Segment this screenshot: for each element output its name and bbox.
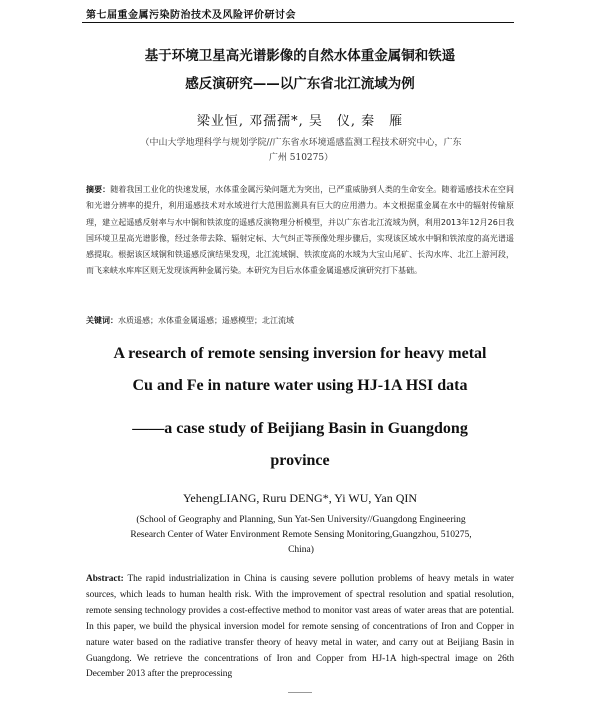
en-abstract-text: The rapid industrialization in China is causing severe pollution problems of heavy metals in water sources, which leads to human health risk. With the improvement of spectral resolution and spatial resolution, remote sensing technology provides a cost-effective method to monitor vast areas of water areas that are potential. In this paper, we build the physical inversion model for remote sensing of concentrations of Iron and Copper in nature water based on the radiative transfer theory of heavy metal in water, and carry out at Beijiang Basin in Guangdong. We retrieve the concentrations of Iron and Copper from HJ-1A high-spectral image on 26th December 2013 after the preprocessing: [86, 574, 514, 680]
footer-rule: [288, 692, 312, 693]
cn-affiliation-line-2: 广州 510275）: [268, 153, 334, 163]
cn-title-line-2: 感反演研究——以广东省北江流域为例: [185, 76, 415, 92]
en-abstract-label: Abstract:: [86, 574, 124, 584]
en-title-line-2: Cu and Fe in nature water using HJ-1A HSI data: [132, 377, 468, 394]
en-affiliation-line-1: (School of Geography and Planning, Sun Yat-Sen University//Guangdong Engineering: [136, 515, 466, 525]
en-abstract: [86, 572, 514, 683]
cn-keywords-label: 关键词：: [86, 316, 118, 325]
en-affiliation-line-3: China): [288, 545, 314, 555]
header-rule: [82, 22, 514, 23]
en-affiliation: [96, 513, 506, 558]
cn-affiliation-line-1: （中山大学地理科学与规划学院//广东省水环境遥感监测工程技术研究中心，广东: [140, 138, 462, 148]
en-subtitle-line-1: ——a case study of Beijiang Basin in Guangdong: [132, 420, 468, 437]
cn-abstract: [86, 182, 514, 280]
en-title-line-1: A research of remote sensing inversion for heavy metal: [113, 345, 487, 362]
en-affiliation-line-2: Research Center of Water Environment Remote Sensing Monitoring,Guangzhou, 510275,: [130, 530, 472, 540]
cn-keywords: [86, 315, 294, 326]
cn-abstract-text: 随着我国工业化的快速发展，水体重金属污染问题尤为突出，已严重威胁到人类的生命安全。随着遥感技术在空间和光谱分辨率的提升，利用遥感技术对水域进行大范围监测具有巨大的应用潜力。本文根据重金属在水中的辐射传输原理，建立起遥感反射率与水中铜和铁浓度的遥感反演物理分析模型，并以广东省北江流域为例，利用2013年12月26日我国环境卫星高光谱影像，经过条带去除、辐射定标、大气纠正等预像处理步骤后，实现该区域水中铜和铁浓度的高光谱遥感提取。根据该区域铜和铁遥感反演结果发现，北江流域铜、铁浓度高的水域为大宝山尾矿、长沟水库、北江上游河段，而飞来峡水库库区则无发现该两种金属污染。本研究为目后水体重金属遥感反演研究打下基础。: [86, 185, 514, 276]
cn-title-line-1: 基于环境卫星高光谱影像的自然水体重金属铜和铁遥: [144, 48, 456, 64]
running-header: 第七届重金属污染防治技术及风险评价研讨会: [86, 10, 296, 21]
cn-authors: 梁业恒, 邓孺孺*, 吴 仪, 秦 雁: [196, 114, 404, 129]
cn-abstract-label: 摘要：: [86, 185, 111, 194]
cn-keywords-text: 水质遥感；水体重金属遥感；遥感模型；北江流域: [118, 316, 294, 325]
cn-affiliation: [96, 136, 506, 166]
en-authors: YehengLIANG, Ruru DENG*, Yi WU, Yan QIN: [182, 491, 418, 505]
en-subtitle-line-2: province: [270, 452, 330, 469]
